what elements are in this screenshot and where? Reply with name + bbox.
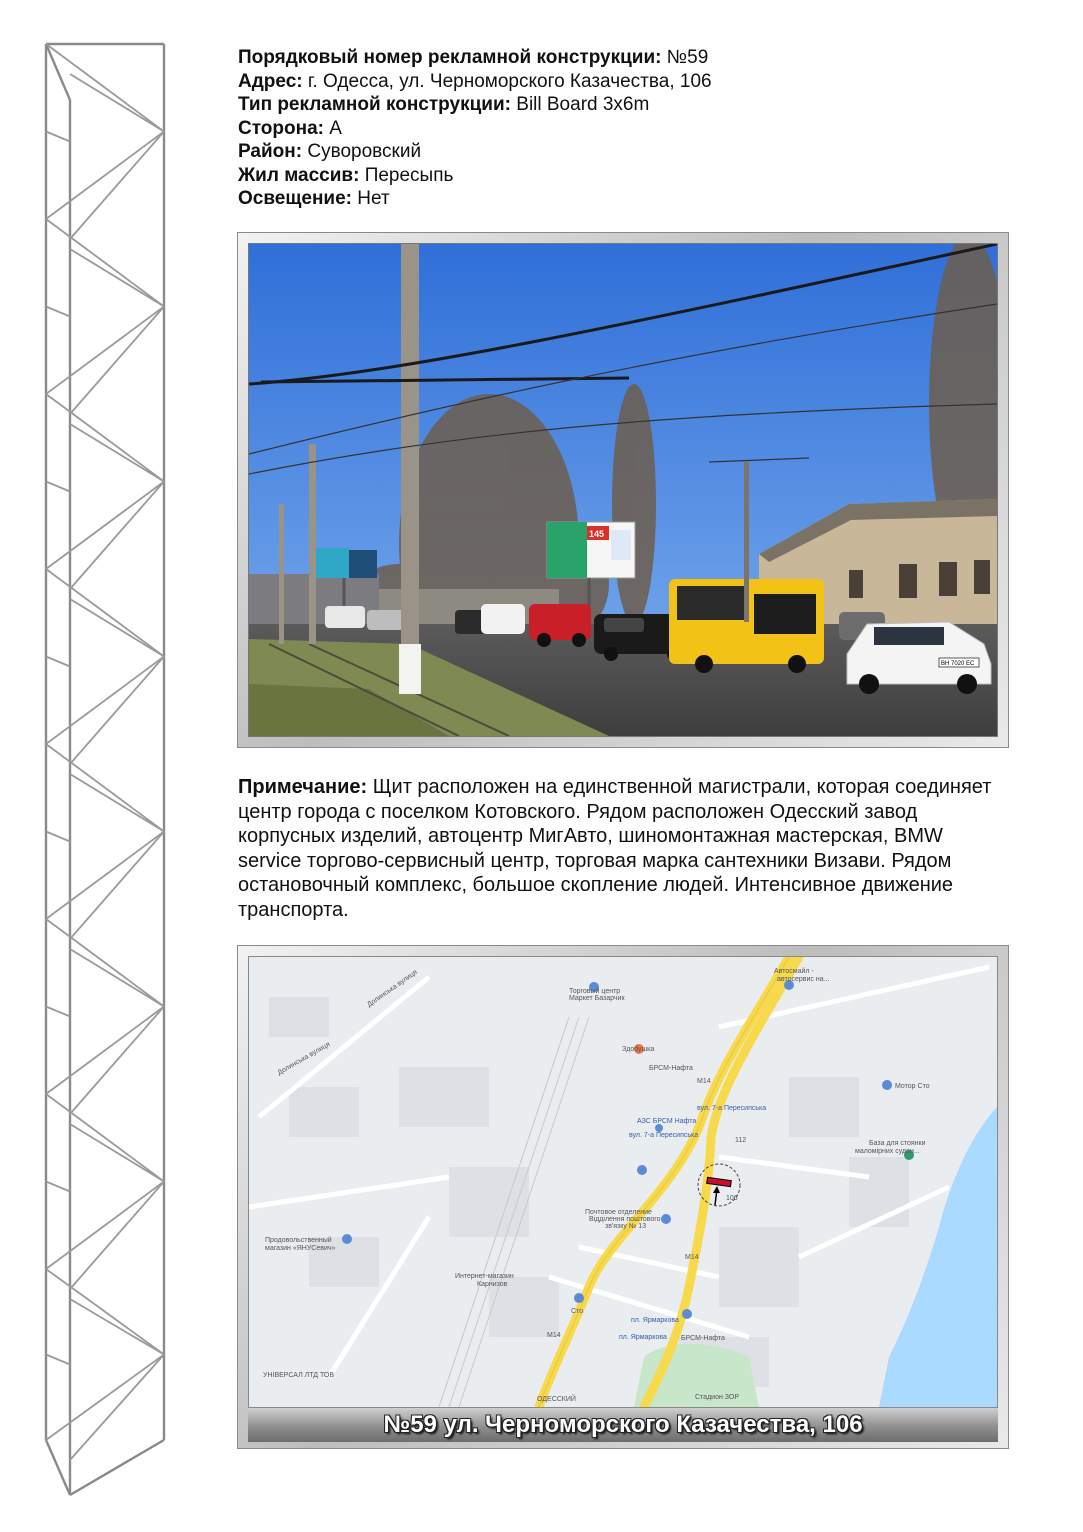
info-side-row — [238, 117, 1038, 141]
map-label-m14b: М14 — [685, 1254, 699, 1261]
info-number-value: №59 — [666, 47, 709, 68]
info-number-label: Порядковый номер рекламной конструкции: — [238, 47, 662, 68]
info-address-row — [238, 70, 1038, 94]
map-label-peresyp1: вул. 7-а Пересипська — [697, 1105, 767, 1112]
map-label-peresyp2: вул. 7-а Пересипська — [629, 1132, 699, 1139]
location-map — [248, 956, 998, 1408]
map-label-autosmile: Автосмайл - — [774, 968, 814, 975]
info-type-value: Bill Board 3x6m — [516, 94, 650, 115]
map-label-parking2: маломірних суден... — [855, 1148, 920, 1155]
info-lighting-row — [238, 187, 1038, 211]
truss-decoration — [40, 40, 180, 1500]
note-text: Щит расположен на единственной магистрали, которая соединяет центр города с поселком Котовского. Рядом расположен Одесский завод корпусных изделий, автоцентр МигАвто, шиномонтажная мастерская, BMW service торгово-сервисный центр, торговая марка сантехники Визави. Рядом остановочный комплекс, большое скопление людей. Интенсивное движение транспорта. — [238, 776, 992, 921]
map-caption: №59 ул. Черноморского Казачества, 106 — [248, 1408, 998, 1442]
map-label-internet2: Карнизов — [477, 1281, 508, 1288]
construction-info — [238, 46, 1038, 211]
map-label-autoservice: автосервис на... — [777, 976, 830, 983]
map-label-dolynska1: Долинська вулиця — [366, 968, 419, 1009]
map-label-post2: Відділення поштового — [589, 1216, 661, 1223]
map-label-food2: магазин «ЯНУСевич» — [265, 1245, 336, 1252]
note-label: Примечание: — [238, 776, 368, 798]
map-label-brsm1: БРСМ-Нафта — [649, 1065, 693, 1072]
map-label-mall2: Маркет Базарчик — [569, 995, 625, 1002]
info-address-label: Адрес: — [238, 70, 303, 92]
note-block — [238, 775, 1008, 922]
info-side-value: А — [329, 117, 342, 139]
map-label-internet1: Интернет-магазин — [455, 1273, 514, 1280]
map-frame — [237, 945, 1009, 1449]
map-label-post3: зв'язку № 13 — [605, 1223, 647, 1230]
info-address-value: г. Одесса, ул. Черноморского Казачества, 106 — [307, 70, 712, 92]
map-label-mall: Торговый центр — [569, 988, 621, 995]
map-label-post1: Почтовое отделение — [585, 1209, 652, 1216]
car-plate: ВН 7020 ЕС — [941, 661, 975, 667]
map-label-universal: УНІВЕРСАЛ ЛТД ТОВ — [263, 1372, 335, 1379]
map-label-106: 106 — [726, 1195, 738, 1202]
map-label-food1: Продовольственный — [265, 1237, 332, 1244]
map-label-112: 112 — [735, 1137, 747, 1144]
map-label-parking1: База для стоянки — [869, 1140, 926, 1147]
map-label-brsm2: БРСМ-Нафта — [681, 1335, 725, 1342]
map-label-azs: АЗС БРСМ Нафта — [637, 1118, 697, 1125]
info-lighting-value: Нет — [357, 188, 390, 209]
info-area-value: Пересыпь — [364, 164, 454, 186]
info-district-value: Суворовский — [307, 141, 422, 162]
map-label-m14c: М14 — [547, 1332, 561, 1339]
info-type-label: Тип рекламной конструкции: — [238, 94, 511, 115]
info-lighting-label: Освещение: — [238, 188, 352, 209]
map-label-dolynska2: Долинська вулиця — [276, 1041, 332, 1077]
info-district-label: Район: — [238, 141, 303, 162]
info-area-row — [238, 164, 1038, 188]
map-label-motor: Мотор Сто — [895, 1083, 930, 1090]
map-label-odessky: ОДЕССКИЙ — [537, 1396, 576, 1403]
map-label-yarmarkova1: пл. Ярмаркова — [631, 1317, 679, 1324]
info-number-row — [238, 46, 1038, 70]
billboard-text: 145 — [589, 529, 605, 539]
info-side-label: Сторона: — [238, 117, 324, 139]
info-district-row — [238, 140, 1038, 164]
photo-frame — [237, 232, 1009, 748]
map-label-zdobushka: Здобушка — [622, 1046, 655, 1053]
map-label-yarmarkova2: пл. Ярмаркова — [619, 1334, 667, 1341]
map-label-stadium: Стадион ЗОР — [695, 1394, 740, 1401]
info-area-label: Жил массив: — [238, 164, 360, 186]
map-label-sto: Сто — [571, 1308, 584, 1315]
info-type-row — [238, 93, 1038, 117]
map-label-m14a: М14 — [697, 1078, 711, 1085]
street-photo — [248, 243, 998, 737]
